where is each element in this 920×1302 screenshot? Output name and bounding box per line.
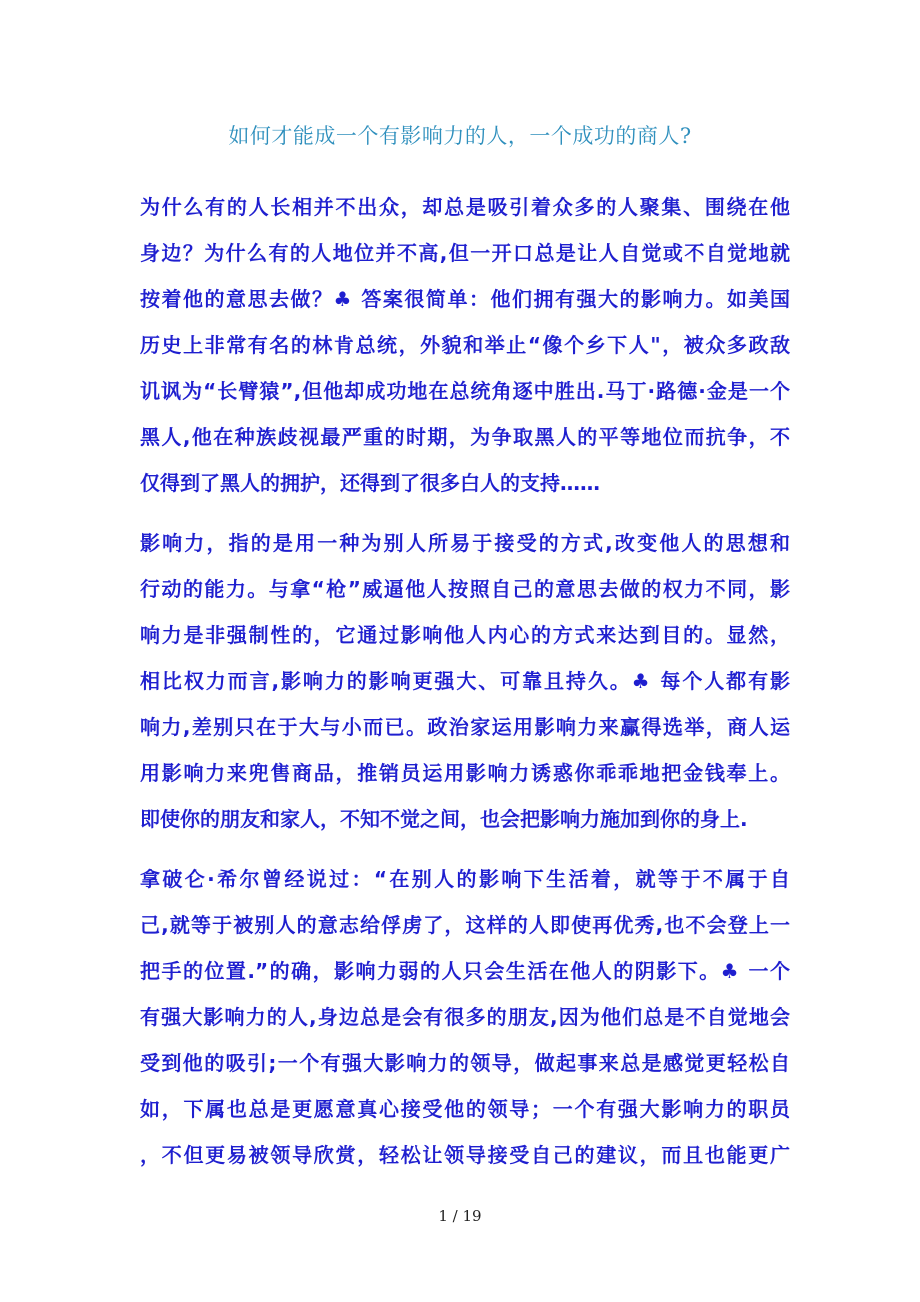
text-line: 响力,差别只在于大与小而已。政治家运用影响力来赢得选举，商人运 [140, 715, 790, 739]
text-line: 有强大影响力的人,身边总是会有很多的朋友,因为他们总是不自觉地会 [140, 1005, 790, 1029]
text-line: 仅得到了黑人的拥护，还得到了很多白人的支持…… [140, 471, 600, 495]
text-line: 讥讽为“长臂猿”,但他却成功地在总统角逐中胜出.马丁·路德·金是一个 [140, 379, 790, 403]
text-line: 用影响力来兜售商品，推销员运用影响力诱惑你乖乖地把金钱奉上。 [140, 761, 790, 785]
text-line: 即使你的朋友和家人，不知不觉之间，也会把影响力施加到你的身上. [140, 807, 748, 831]
text-line: 历史上非常有名的林肯总统，外貌和举止“像个乡下人"，被众多政敌 [140, 333, 790, 357]
text-line: 己,就等于被别人的意志给俘虏了，这样的人即使再优秀,也不会登上一 [140, 913, 790, 937]
page-title: 如何才能成一个有影响力的人，一个成功的商人? [228, 124, 692, 148]
text-line: 身边？为什么有的人地位并不高,但一开口总是让人自觉或不自觉地就 [140, 241, 790, 265]
text-line: 影响力，指的是用一种为别人所易于接受的方式,改变他人的思想和 [140, 531, 790, 555]
text-line: 如，下属也总是更愿意真心接受他的领导；一个有强大影响力的职员 [140, 1097, 790, 1121]
text-line: 按着他的意思去做？♣ 答案很简单：他们拥有强大的影响力。如美国 [140, 287, 790, 311]
text-line: 受到他的吸引;一个有强大影响力的领导，做起事来总是感觉更轻松自 [140, 1051, 790, 1075]
text-line: 把手的位置.”的确，影响力弱的人只会生活在他人的阴影下。♣ 一个 [140, 959, 790, 983]
text-line: 响力是非强制性的，它通过影响他人内心的方式来达到目的。显然， [140, 623, 790, 647]
text-line: ，不但更易被领导欣赏，轻松让领导接受自己的建议，而且也能更广 [140, 1143, 790, 1167]
text-line: 行动的能力。与拿“枪”威逼他人按照自己的意思去做的权力不同，影 [140, 577, 790, 601]
text-line: 相比权力而言,影响力的影响更强大、可靠且持久。♣ 每个人都有影 [140, 669, 790, 693]
text-line: 拿破仑·希尔曾经说过：“在别人的影响下生活着，就等于不属于自 [140, 867, 790, 891]
page-number: 1 / 19 [438, 1207, 482, 1225]
text-line: 为什么有的人长相并不出众，却总是吸引着众多的人聚集、围绕在他 [140, 195, 790, 219]
text-line: 黑人,他在种族歧视最严重的时期，为争取黑人的平等地位而抗争，不 [140, 425, 790, 449]
